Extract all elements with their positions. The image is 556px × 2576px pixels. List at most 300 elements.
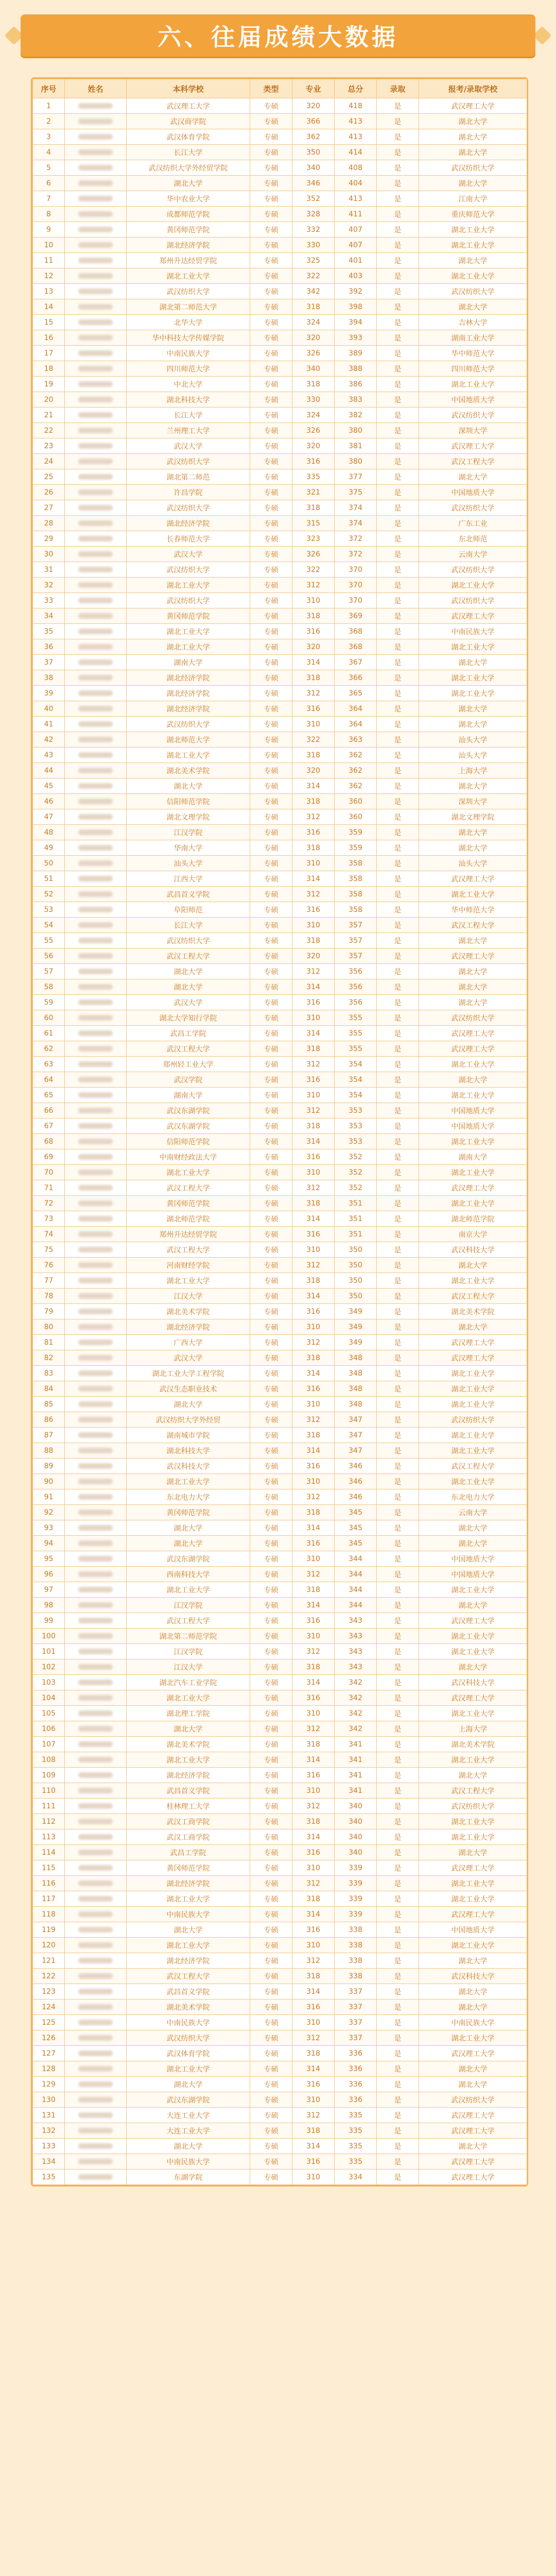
cell-name (65, 253, 127, 268)
table-row (33, 2154, 527, 2170)
cell-major-score: 318 (292, 1273, 335, 1289)
cell-type: 专硕 (250, 1489, 292, 1505)
cell-target-school: 华中师范大学 (419, 346, 527, 361)
table-row (33, 1397, 527, 1412)
cell-major-score: 318 (292, 1891, 335, 1907)
cell-total: 350 (335, 1273, 377, 1289)
cell-index: 126 (33, 2030, 65, 2046)
cell-index: 54 (33, 918, 65, 933)
header-index: 序号 (33, 79, 65, 98)
cell-index: 91 (33, 1489, 65, 1505)
cell-major-score: 312 (292, 809, 335, 825)
cell-target-school: 深圳大学 (419, 794, 527, 809)
table-row (33, 1289, 527, 1304)
cell-index: 66 (33, 1103, 65, 1118)
cell-total: 349 (335, 1304, 377, 1319)
cell-total: 370 (335, 562, 377, 578)
cell-undergrad-school: 湖北美术学院 (127, 1304, 250, 1319)
cell-type: 专硕 (250, 1721, 292, 1737)
cell-admitted: 是 (377, 1675, 419, 1690)
cell-target-school: 湖北大学 (419, 778, 527, 794)
cell-index: 99 (33, 1613, 65, 1629)
cell-major-score: 330 (292, 392, 335, 408)
cell-index: 128 (33, 2061, 65, 2077)
cell-type: 专硕 (250, 1737, 292, 1752)
cell-name (65, 1690, 127, 1706)
cell-admitted: 是 (377, 1057, 419, 1072)
table-row (33, 98, 527, 114)
cell-undergrad-school: 江汉学院 (127, 825, 250, 840)
cell-major-score: 310 (292, 1397, 335, 1412)
cell-undergrad-school: 武汉工商学院 (127, 1814, 250, 1829)
cell-total: 337 (335, 2030, 377, 2046)
cell-major-score: 332 (292, 222, 335, 238)
cell-type: 专硕 (250, 1057, 292, 1072)
cell-admitted: 是 (377, 222, 419, 238)
cell-name (65, 2139, 127, 2154)
cell-type: 专硕 (250, 1690, 292, 1706)
cell-admitted: 是 (377, 1412, 419, 1428)
cell-type: 专硕 (250, 1536, 292, 1551)
cell-admitted: 是 (377, 238, 419, 253)
cell-type: 专硕 (250, 562, 292, 578)
cell-index: 60 (33, 1010, 65, 1026)
cell-type: 专硕 (250, 1443, 292, 1459)
cell-type: 专硕 (250, 1551, 292, 1567)
cell-type: 专硕 (250, 392, 292, 408)
cell-total: 359 (335, 840, 377, 856)
cell-undergrad-school: 湖北文理学院 (127, 809, 250, 825)
cell-major-score: 310 (292, 593, 335, 608)
cell-target-school: 武汉工程大学 (419, 1459, 527, 1474)
cell-major-score: 316 (292, 1459, 335, 1474)
cell-type: 专硕 (250, 1165, 292, 1180)
cell-total: 343 (335, 1629, 377, 1644)
cell-admitted: 是 (377, 469, 419, 485)
cell-index: 125 (33, 2015, 65, 2030)
cell-type: 专硕 (250, 1829, 292, 1845)
cell-major-score: 312 (292, 1103, 335, 1118)
cell-index: 20 (33, 392, 65, 408)
cell-type: 专硕 (250, 639, 292, 655)
cell-type: 专硕 (250, 1103, 292, 1118)
cell-admitted: 是 (377, 1350, 419, 1366)
cell-total: 388 (335, 361, 377, 377)
cell-undergrad-school: 武汉东湖学院 (127, 1118, 250, 1134)
table-row (33, 1443, 527, 1459)
cell-name (65, 887, 127, 902)
table-row (33, 2170, 527, 2185)
table-row (33, 299, 527, 315)
cell-admitted: 是 (377, 593, 419, 608)
cell-undergrad-school: 湖北工业大学 (127, 268, 250, 284)
table-row (33, 1118, 527, 1134)
cell-target-school: 湖北工业大学 (419, 1752, 527, 1768)
cell-name (65, 809, 127, 825)
cell-index: 85 (33, 1397, 65, 1412)
cell-type: 专硕 (250, 98, 292, 114)
cell-admitted: 是 (377, 1613, 419, 1629)
cell-undergrad-school: 湖北科技大学 (127, 1443, 250, 1459)
cell-name (65, 500, 127, 516)
cell-admitted: 是 (377, 377, 419, 392)
cell-total: 353 (335, 1134, 377, 1149)
cell-undergrad-school: 湖北工业大学 (127, 624, 250, 639)
cell-index: 92 (33, 1505, 65, 1520)
cell-total: 368 (335, 639, 377, 655)
cell-major-score: 320 (292, 438, 335, 454)
cell-major-score: 314 (292, 778, 335, 794)
cell-total: 340 (335, 1845, 377, 1860)
cell-name (65, 1258, 127, 1273)
cell-target-school: 湖北工业大学 (419, 1891, 527, 1907)
cell-name (65, 871, 127, 887)
cell-name (65, 114, 127, 129)
cell-name (65, 454, 127, 469)
cell-target-school: 湖北工业大学 (419, 1474, 527, 1489)
cell-total: 354 (335, 1057, 377, 1072)
cell-major-score: 318 (292, 1118, 335, 1134)
cell-major-score: 316 (292, 1845, 335, 1860)
cell-undergrad-school: 兰州理工大学 (127, 423, 250, 438)
cell-name (65, 794, 127, 809)
cell-target-school: 武汉理工大学 (419, 1026, 527, 1041)
cell-undergrad-school: 湖北经济学院 (127, 1319, 250, 1335)
cell-target-school: 武汉理工大学 (419, 1860, 527, 1876)
cell-index: 32 (33, 578, 65, 593)
cell-type: 专硕 (250, 438, 292, 454)
cell-major-score: 314 (292, 1829, 335, 1845)
cell-total: 335 (335, 2108, 377, 2123)
cell-target-school: 湖北师范学院 (419, 1211, 527, 1227)
cell-name (65, 315, 127, 330)
cell-type: 专硕 (250, 1412, 292, 1428)
cell-major-score: 310 (292, 2092, 335, 2108)
cell-index: 46 (33, 794, 65, 809)
cell-total: 349 (335, 1319, 377, 1335)
cell-total: 348 (335, 1366, 377, 1381)
cell-name (65, 763, 127, 778)
cell-target-school: 武汉科技大学 (419, 1242, 527, 1258)
cell-type: 专硕 (250, 516, 292, 531)
cell-target-school: 湖北大学 (419, 1520, 527, 1536)
cell-total: 343 (335, 1644, 377, 1659)
table-row (33, 593, 527, 608)
cell-total: 418 (335, 98, 377, 114)
cell-undergrad-school: 湖北大学 (127, 2139, 250, 2154)
cell-major-score: 314 (292, 2061, 335, 2077)
cell-type: 专硕 (250, 191, 292, 207)
cell-type: 专硕 (250, 1026, 292, 1041)
cell-index: 51 (33, 871, 65, 887)
cell-index: 34 (33, 608, 65, 624)
cell-total: 351 (335, 1211, 377, 1227)
cell-admitted: 是 (377, 2108, 419, 2123)
cell-name (65, 825, 127, 840)
cell-admitted: 是 (377, 1598, 419, 1613)
cell-major-score: 316 (292, 1690, 335, 1706)
cell-undergrad-school: 湖南大学 (127, 655, 250, 670)
cell-undergrad-school: 湖北大学 (127, 1536, 250, 1551)
cell-major-score: 352 (292, 191, 335, 207)
table-row (33, 578, 527, 593)
table-row (33, 500, 527, 516)
cell-undergrad-school: 武昌工学院 (127, 1026, 250, 1041)
cell-index: 110 (33, 1783, 65, 1799)
cell-major-score: 328 (292, 207, 335, 222)
cell-name (65, 1397, 127, 1412)
cell-type: 专硕 (250, 1242, 292, 1258)
cell-admitted: 是 (377, 701, 419, 717)
header-name: 姓名 (65, 79, 127, 98)
cell-type: 专硕 (250, 1582, 292, 1598)
cell-major-score: 340 (292, 160, 335, 176)
cell-name (65, 531, 127, 547)
cell-name (65, 222, 127, 238)
cell-target-school: 武汉理工大学 (419, 871, 527, 887)
cell-major-score: 320 (292, 763, 335, 778)
table-row (33, 1907, 527, 1922)
cell-major-score: 316 (292, 2154, 335, 2170)
cell-target-school: 南京大学 (419, 1227, 527, 1242)
cell-name (65, 469, 127, 485)
cell-total: 336 (335, 2061, 377, 2077)
table-row (33, 1891, 527, 1907)
cell-type: 专硕 (250, 1953, 292, 1969)
cell-total: 393 (335, 330, 377, 346)
cell-undergrad-school: 湖北经济学院 (127, 516, 250, 531)
cell-undergrad-school: 中南财经政法大学 (127, 1149, 250, 1165)
cell-index: 41 (33, 717, 65, 732)
cell-undergrad-school: 武汉纺织大学 (127, 593, 250, 608)
cell-type: 专硕 (250, 918, 292, 933)
cell-undergrad-school: 湖北师范大学 (127, 732, 250, 748)
cell-type: 专硕 (250, 593, 292, 608)
cell-admitted: 是 (377, 1953, 419, 1969)
table-row (33, 1582, 527, 1598)
cell-type: 专硕 (250, 1118, 292, 1134)
cell-admitted: 是 (377, 1721, 419, 1737)
cell-index: 114 (33, 1845, 65, 1860)
table-row (33, 330, 527, 346)
cell-type: 专硕 (250, 485, 292, 500)
table-row (33, 1567, 527, 1582)
cell-undergrad-school: 湖北美术学院 (127, 1737, 250, 1752)
table-row (33, 1598, 527, 1613)
cell-undergrad-school: 郑州升达经贸学院 (127, 1227, 250, 1242)
cell-target-school: 湖北大学 (419, 2139, 527, 2154)
cell-admitted: 是 (377, 2139, 419, 2154)
table-row (33, 268, 527, 284)
cell-admitted: 是 (377, 1644, 419, 1659)
cell-undergrad-school: 湖北大学 (127, 1397, 250, 1412)
cell-admitted: 是 (377, 748, 419, 763)
cell-target-school: 湖北工业大学 (419, 1443, 527, 1459)
cell-undergrad-school: 长江大学 (127, 918, 250, 933)
cell-undergrad-school: 桂林理工大学 (127, 1799, 250, 1814)
cell-admitted: 是 (377, 2154, 419, 2170)
cell-type: 专硕 (250, 1907, 292, 1922)
cell-total: 355 (335, 1041, 377, 1057)
cell-name (65, 1026, 127, 1041)
cell-type: 专硕 (250, 1629, 292, 1644)
cell-undergrad-school: 中南民族大学 (127, 1907, 250, 1922)
cell-major-score: 318 (292, 1814, 335, 1829)
cell-major-score: 314 (292, 1366, 335, 1381)
cell-name (65, 1350, 127, 1366)
cell-name (65, 1876, 127, 1891)
cell-major-score: 322 (292, 268, 335, 284)
cell-target-school: 华中师范大学 (419, 902, 527, 918)
cell-index: 42 (33, 732, 65, 748)
cell-admitted: 是 (377, 500, 419, 516)
cell-major-score: 318 (292, 1041, 335, 1057)
cell-admitted: 是 (377, 1520, 419, 1536)
cell-total: 367 (335, 655, 377, 670)
cell-type: 专硕 (250, 778, 292, 794)
cell-undergrad-school: 湖北经济学院 (127, 701, 250, 717)
cell-admitted: 是 (377, 1984, 419, 1999)
cell-admitted: 是 (377, 1799, 419, 1814)
cell-major-score: 310 (292, 2015, 335, 2030)
cell-undergrad-school: 武汉工程大学 (127, 1613, 250, 1629)
cell-index: 43 (33, 748, 65, 763)
cell-target-school: 汕头大学 (419, 732, 527, 748)
cell-target-school: 湖北工业大学 (419, 686, 527, 701)
cell-major-score: 318 (292, 1582, 335, 1598)
cell-undergrad-school: 武汉纺织大学 (127, 284, 250, 299)
cell-target-school: 湖北工业大学 (419, 268, 527, 284)
cell-type: 专硕 (250, 964, 292, 979)
cell-target-school: 深圳大学 (419, 423, 527, 438)
section-title-bar (21, 14, 535, 57)
cell-undergrad-school: 武汉生态职业技术 (127, 1381, 250, 1397)
table-row (33, 1953, 527, 1969)
cell-name (65, 1165, 127, 1180)
cell-type: 专硕 (250, 1289, 292, 1304)
cell-admitted: 是 (377, 778, 419, 794)
cell-admitted: 是 (377, 1289, 419, 1304)
cell-major-score: 314 (292, 1289, 335, 1304)
cell-total: 352 (335, 1180, 377, 1196)
cell-name (65, 1520, 127, 1536)
cell-undergrad-school: 西南科技大学 (127, 1567, 250, 1582)
cell-target-school: 武汉工程大学 (419, 1783, 527, 1799)
cell-type: 专硕 (250, 2077, 292, 2092)
table-row (33, 1814, 527, 1829)
table-row (33, 2092, 527, 2108)
cell-target-school: 湖北大学 (419, 1536, 527, 1551)
cell-type: 专硕 (250, 330, 292, 346)
cell-name (65, 2108, 127, 2123)
cell-name (65, 1211, 127, 1227)
cell-name (65, 578, 127, 593)
cell-admitted: 是 (377, 902, 419, 918)
table-row (33, 1969, 527, 1984)
cell-target-school: 武汉科技大学 (419, 1675, 527, 1690)
cell-target-school: 武汉纺织大学 (419, 562, 527, 578)
cell-target-school: 中国地质大学 (419, 1551, 527, 1567)
table-row (33, 2015, 527, 2030)
cell-undergrad-school: 湖北工业大学 (127, 639, 250, 655)
table-row (33, 686, 527, 701)
cell-major-score: 340 (292, 361, 335, 377)
cell-admitted: 是 (377, 1273, 419, 1289)
cell-total: 347 (335, 1412, 377, 1428)
cell-target-school: 武汉理工大学 (419, 1180, 527, 1196)
cell-target-school: 湖南大学 (419, 1149, 527, 1165)
cell-undergrad-school: 武汉工程大学 (127, 1180, 250, 1196)
table-row (33, 933, 527, 948)
cell-undergrad-school: 湖南大学 (127, 1088, 250, 1103)
cell-type: 专硕 (250, 1520, 292, 1536)
table-row (33, 346, 527, 361)
cell-undergrad-school: 江汉大学 (127, 1289, 250, 1304)
cell-major-score: 318 (292, 933, 335, 948)
cell-admitted: 是 (377, 840, 419, 856)
cell-total: 338 (335, 1969, 377, 1984)
cell-undergrad-school: 武汉纺织大学 (127, 933, 250, 948)
cell-major-score: 318 (292, 2123, 335, 2139)
cell-total: 356 (335, 995, 377, 1010)
table-row (33, 408, 527, 423)
table-row (33, 547, 527, 562)
cell-name (65, 1366, 127, 1381)
cell-major-score: 312 (292, 2030, 335, 2046)
cell-index: 26 (33, 485, 65, 500)
cell-index: 52 (33, 887, 65, 902)
cell-major-score: 318 (292, 2046, 335, 2061)
cell-name (65, 1737, 127, 1752)
cell-name (65, 2030, 127, 2046)
table-row (33, 1134, 527, 1149)
cell-index: 95 (33, 1551, 65, 1567)
cell-type: 专硕 (250, 315, 292, 330)
cell-admitted: 是 (377, 2123, 419, 2139)
cell-index: 83 (33, 1366, 65, 1381)
cell-total: 363 (335, 732, 377, 748)
cell-admitted: 是 (377, 1629, 419, 1644)
cell-name (65, 2170, 127, 2185)
cell-major-score: 310 (292, 1860, 335, 1876)
cell-total: 355 (335, 1026, 377, 1041)
cell-index: 82 (33, 1350, 65, 1366)
cell-total: 342 (335, 1721, 377, 1737)
cell-undergrad-school: 湖北科技大学 (127, 392, 250, 408)
cell-name (65, 686, 127, 701)
cell-target-school: 湖北工业大学 (419, 1366, 527, 1381)
cell-admitted: 是 (377, 1489, 419, 1505)
cell-admitted: 是 (377, 686, 419, 701)
cell-total: 357 (335, 933, 377, 948)
cell-target-school: 武汉理工大学 (419, 1690, 527, 1706)
cell-index: 37 (33, 655, 65, 670)
cell-total: 356 (335, 979, 377, 995)
table-row (33, 1026, 527, 1041)
cell-target-school: 湖北工业大学 (419, 1706, 527, 1721)
cell-admitted: 是 (377, 608, 419, 624)
cell-major-score: 316 (292, 2077, 335, 2092)
cell-name (65, 1489, 127, 1505)
cell-admitted: 是 (377, 856, 419, 871)
cell-undergrad-school: 华中科技大学传媒学院 (127, 330, 250, 346)
table-row (33, 1088, 527, 1103)
cell-type: 专硕 (250, 361, 292, 377)
cell-undergrad-school: 信阳师范学院 (127, 1134, 250, 1149)
cell-name (65, 639, 127, 655)
cell-undergrad-school: 武汉工程大学 (127, 1242, 250, 1258)
cell-index: 47 (33, 809, 65, 825)
